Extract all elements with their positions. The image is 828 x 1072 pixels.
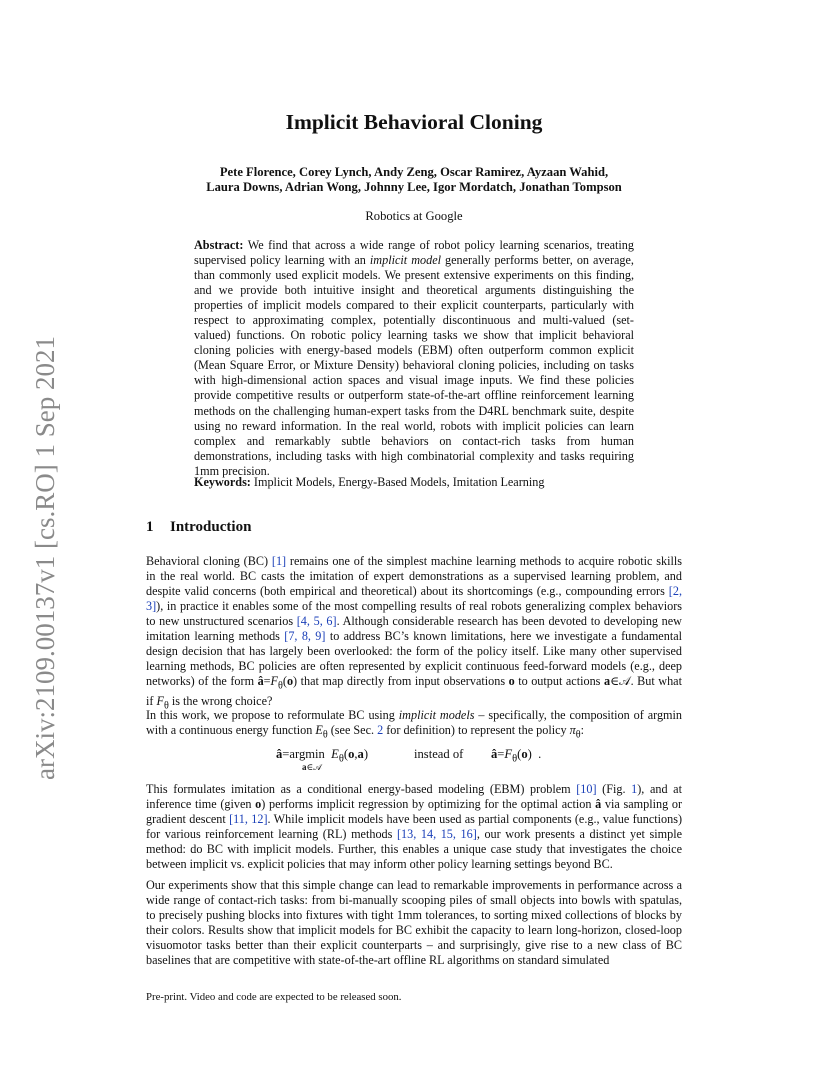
abstract [194, 238, 634, 479]
equation-connector: instead of [414, 747, 464, 761]
citation-link[interactable]: [13, 14, 15, 16] [396, 827, 477, 842]
intro-paragraph-1: Behavioral cloning (BC) [1] remains one of the simplest machine learning methods to acquire robotic skills in the real world. BC casts the imitation of expert demonstrations as a supervised learning problem, and despite valid concerns (both empirical and theoretical) about its shortcomings (e.g., compounding errors [2, 3]), in practice it enables some of the most compelling results of real robots generalizing complex behaviors to new unstructured scenarios [4, 5, 6]. Although considerable research has been devoted to developing new imitation learning methods [7, 8, 9] to address BC’s known limitations, here we investigate a fundamental design decision that has largely been overlooked: the form of the policy itself. Like many other supervised learning methods, BC policies are often represented by explicit continuous feed-forward models (e.g., deep networks) of the form $â=F_\theta(o)$ that map directly from input observations o to output actions a∈𝒜. But what if $F_\theta$ is the wrong choice? [146, 554, 682, 712]
arxiv-identifier-text: arXiv:2109.00137v1 [cs.RO] 1 Sep 2021 [30, 336, 60, 780]
intro-paragraph-3: This formulates imitation as a conditional energy-based modeling (EBM) problem [10] (Fig. 1), and at inference time (given o) performs implicit regression by optimizing for the optimal action â via sampling or gradient descent [11, 12]. While implicit models have been used as partial components (e.g., value functions) for various reinforcement learning (RL) methods [13, 14, 15, 16], our work presents a distinct yet simple method: do BC with implicit models. Further, this enables a unique case study that investigates the choice between implicit vs. explicit policies that may inform other policy learning settings beyond BC. [146, 782, 683, 872]
author-line-2: Laura Downs, Adrian Wong, Johnny Lee, Igor Mordatch, Jonathan Tompson [206, 180, 622, 194]
intro-paragraph-4: Our experiments show that this simple change can lead to remarkable improvements in performance across a wide range of contact-rich tasks: from bi-manually scooping piles of small objects into bowls with spatulas, to precisely pushing blocks into fixtures with tight 1mm tolerances, to sorting mixed collections of blocks by their colors. Results show that implicit models for BC exhibit the capacity to learn long-horizon, closed-loop visuomotor tasks better than their explicit counterparts – and surprisingly, give rise to a new class of BC baselines that are competitive with state-of-the-art offline RL algorithms on standard simulated [146, 878, 682, 968]
citation-link[interactable]: [10] [576, 782, 597, 796]
citation-link[interactable]: [7, 8, 9] [284, 629, 326, 644]
equation-rhs: $â=F_\theta(o)$ . [491, 747, 542, 765]
section-heading-introduction [146, 519, 251, 536]
citation-link[interactable]: [1] [271, 554, 287, 568]
equation-subscript: a∈𝒜 [302, 762, 322, 772]
arxiv-identifier-sidebar [24, 295, 64, 780]
author-line-1: Pete Florence, Corey Lynch, Andy Zeng, Oscar Ramirez, Ayzaan Wahid, [219, 165, 609, 179]
section-number: 1 [146, 519, 154, 535]
footnote: Pre-print. Video and code are expected to be released soon. [146, 991, 402, 1003]
equation-argmin [146, 744, 682, 774]
abstract-label: Abstract: [194, 238, 244, 252]
figure-ref-link[interactable]: 1 [631, 782, 638, 796]
section-title: Introduction [170, 519, 252, 535]
abstract-text-2: generally performs better, on average, than commonly used explicit models. We present extensive experiments on this finding, and we provide both intuitive insight and theoretical arguments distinguishing the properties of implicit models compared to their explicit counterparts, particularly with respect to approximating complex, potentially discontinuous and multi-valued (set-valued) functions. On robotic policy learning tasks we show that implicit behavioral cloning policies with energy-based models (EBM) often outperform common explicit (Mean Square Error, or Mixture Density) behavioral cloning policies, including on tasks with high-dimensional action spaces and visual image inputs. We find these policies provide competitive results or outperform state-of-the-art offline reinforcement learning methods on the challenging human-expert tasks from the D4RL benchmark suite, despite using no reward information. In the real world, robots with implicit policies can learn complex and remarkably subtle behaviors on contact-rich tasks from human demonstrations, including tasks with high combinatorial complexity and tasks requiring 1mm precision. [194, 253, 634, 478]
abstract-emphasis: implicit model [369, 253, 441, 268]
arxiv-identifier-svg [24, 295, 64, 780]
equation-lhs: â=argmin $E_\theta(o,a)$ [276, 747, 369, 765]
paper-title: Implicit Behavioral Cloning [285, 110, 543, 134]
citation-link[interactable]: [2, 3] [146, 584, 682, 614]
citation-link[interactable]: [4, 5, 6] [296, 614, 337, 629]
affiliation: Robotics at Google [365, 209, 463, 223]
keywords-label: Keywords: [194, 475, 251, 489]
author-list [120, 165, 708, 195]
abstract-text-1: We find that across a wide range of robot policy learning scenarios, treating supervised policy learning with an [194, 238, 634, 268]
intro-paragraph-2: In this work, we propose to reformulate BC using implicit models – specifically, the composition of argmin with a continuous energy function $E_\theta$ (see Sec. 2 for definition) to represent the policy $\pi_\theta$: [146, 708, 682, 741]
section-ref-link[interactable]: 2 [377, 723, 384, 738]
citation-link[interactable]: [11, 12] [229, 812, 268, 827]
keywords-text: Implicit Models, Energy-Based Models, Imitation Learning [253, 475, 545, 489]
keywords [194, 475, 634, 490]
